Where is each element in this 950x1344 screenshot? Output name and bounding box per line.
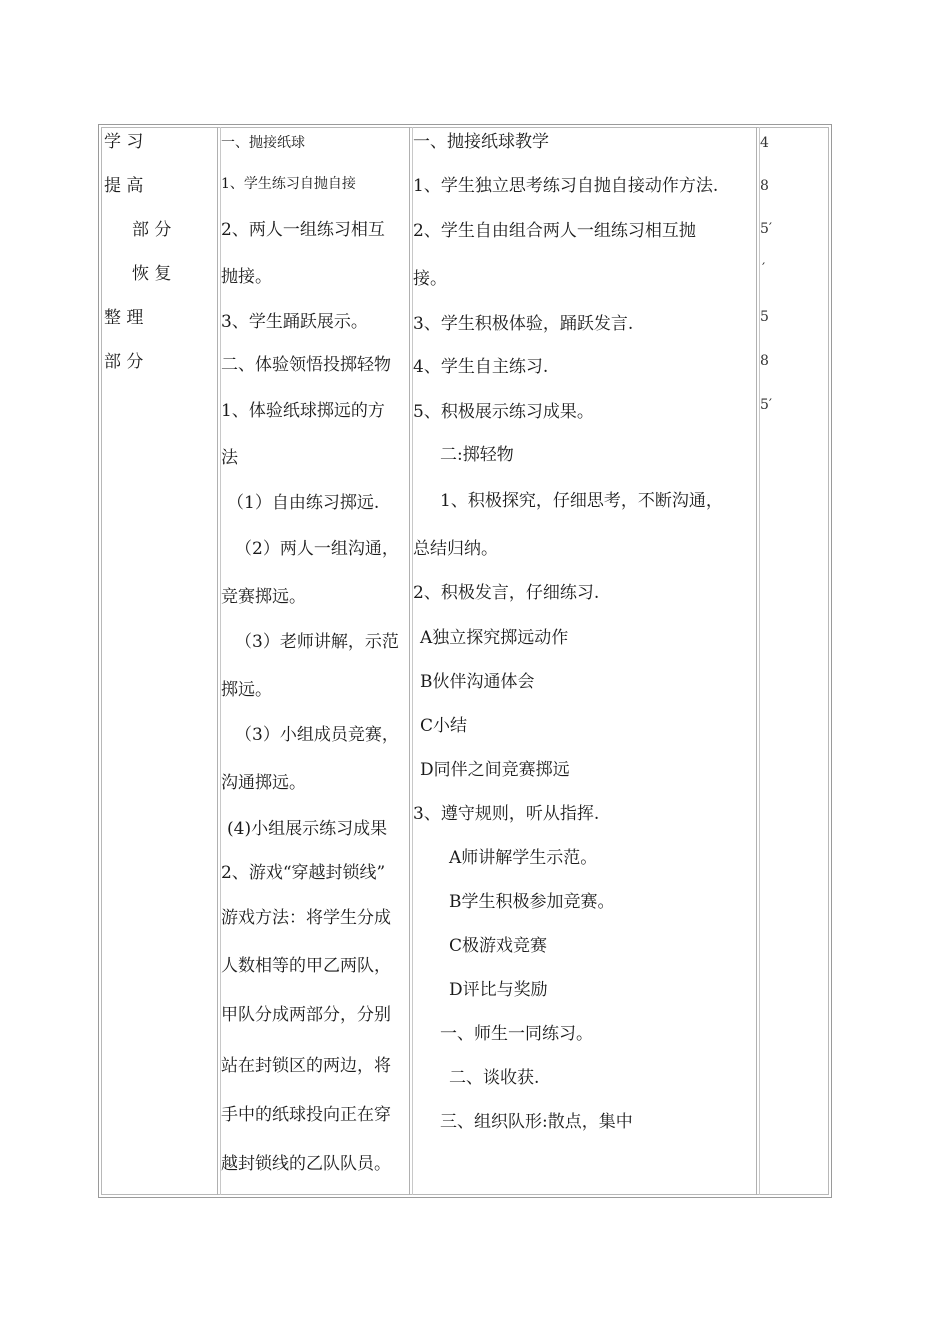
column-divider xyxy=(759,127,760,1195)
content-line: 站在封锁区的两边，将 xyxy=(221,1056,391,1076)
content-line: 3、学生踊跃展示。 xyxy=(221,312,368,332)
activity-line: 1、积极探究，仔细思考，不断沟通， xyxy=(440,491,723,511)
activity-line: 一、师生一同练习。 xyxy=(440,1024,593,1044)
content-line: 甲队分成两部分，分别 xyxy=(221,1005,391,1025)
content-line: 1、体验纸球掷远的方 xyxy=(221,401,385,421)
activity-line: D评比与奖励 xyxy=(449,980,548,1000)
activity-line: 4、学生自主练习. xyxy=(413,357,549,377)
section-label: 恢 复 xyxy=(132,264,172,284)
content-line: 游戏方法：将学生分成 xyxy=(221,908,391,928)
content-line: （3）老师讲解，示范 xyxy=(235,632,399,652)
activity-line: B伙伴沟通体会 xyxy=(420,672,535,692)
content-line: 二、体验领悟投掷轻物 xyxy=(221,355,391,375)
time-value: 5 xyxy=(760,309,769,325)
content-line: 沟通掷远。 xyxy=(221,773,306,793)
activity-line: D同伴之间竞赛掷远 xyxy=(420,760,570,780)
content-line: 2、游戏“穿越封锁线” xyxy=(221,863,386,883)
activity-line: 1、学生独立思考练习自抛自接动作方法. xyxy=(413,176,719,196)
activity-line: 2、学生自由组合两人一组练习相互抛 xyxy=(413,221,696,241)
activity-line: 总结归纳。 xyxy=(413,539,498,559)
content-line: 法 xyxy=(221,448,238,468)
activity-line: B学生积极参加竞赛。 xyxy=(449,892,615,912)
activity-line: 5、积极展示练习成果。 xyxy=(413,402,594,422)
section-label: 部 分 xyxy=(132,220,172,240)
activity-line: A师讲解学生示范。 xyxy=(449,848,598,868)
content-line: 2、两人一组练习相互 xyxy=(221,220,385,240)
time-value: 8 xyxy=(760,178,769,194)
time-value: 4 xyxy=(760,135,769,151)
content-line: 抛接。 xyxy=(221,267,272,287)
time-value: 5′ xyxy=(760,397,773,413)
content-line: （1）自由练习掷远. xyxy=(227,493,380,513)
activity-line: 一、抛接纸球教学 xyxy=(413,132,549,152)
activity-line: C小结 xyxy=(420,716,468,736)
time-value: ′ xyxy=(762,261,766,277)
content-line: (4)小组展示练习成果 xyxy=(227,819,388,839)
column-divider xyxy=(756,127,757,1195)
content-line: 掷远。 xyxy=(221,680,272,700)
activity-line: 三、组织队形:散点，集中 xyxy=(440,1112,633,1132)
content-line: 人数相等的甲乙两队， xyxy=(221,956,391,976)
time-value: 5′ xyxy=(760,221,773,237)
section-label: 学 习 xyxy=(104,132,144,152)
content-line: 手中的纸球投向正在穿 xyxy=(221,1105,391,1125)
activity-line: C极游戏竞赛 xyxy=(449,936,548,956)
column-divider xyxy=(409,127,410,1195)
activity-line: 接。 xyxy=(413,269,447,289)
section-label: 提 高 xyxy=(104,176,144,196)
activity-line: 二、谈收获. xyxy=(449,1068,540,1088)
activity-line: 2、积极发言，仔细练习. xyxy=(413,583,600,603)
activity-line: A独立探究掷远动作 xyxy=(420,628,569,648)
column-divider xyxy=(217,127,218,1195)
time-value: 8 xyxy=(760,353,769,369)
content-line: 越封锁线的乙队队员。 xyxy=(221,1154,391,1174)
activity-line: 二:掷轻物 xyxy=(440,445,514,465)
section-label: 部 分 xyxy=(104,352,144,372)
activity-line: 3、遵守规则，听从指挥. xyxy=(413,804,600,824)
content-line: 一、抛接纸球 xyxy=(221,135,305,151)
content-line: （3）小组成员竞赛， xyxy=(235,725,399,745)
content-line: 1、学生练习自抛自接 xyxy=(221,176,356,192)
content-line: （2）两人一组沟通， xyxy=(235,539,399,559)
section-label: 整 理 xyxy=(104,308,144,328)
activity-line: 3、学生积极体验，踊跃发言. xyxy=(413,314,634,334)
content-line: 竞赛掷远。 xyxy=(221,587,306,607)
